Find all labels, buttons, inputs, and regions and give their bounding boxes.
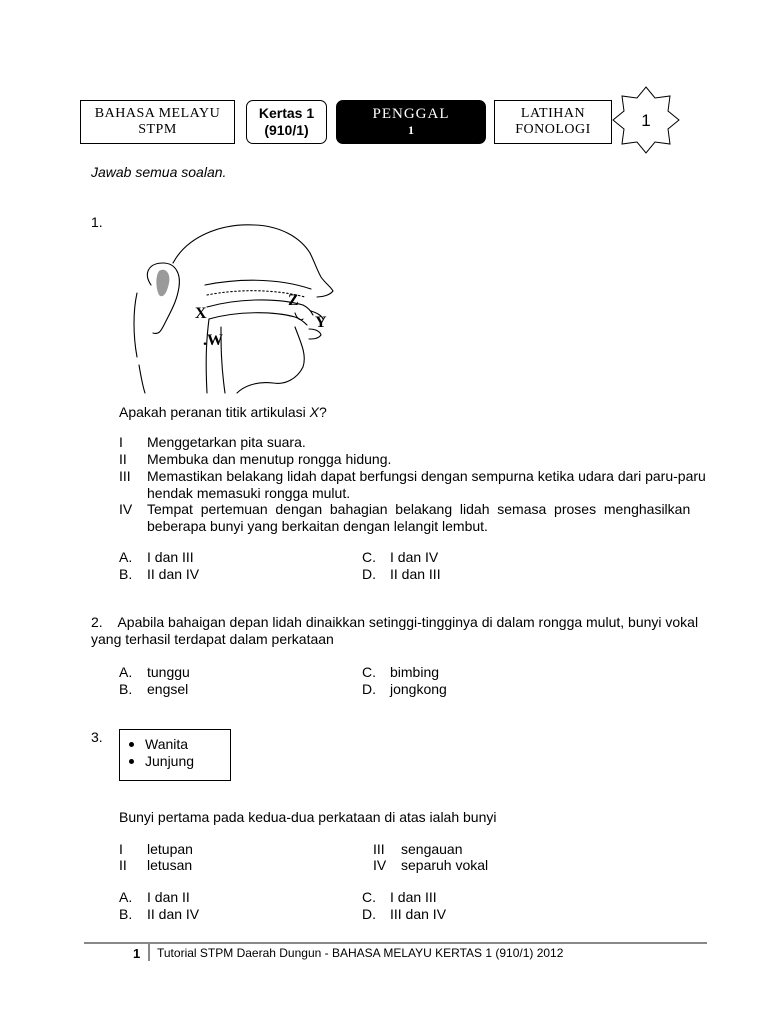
- label-w: .W: [203, 332, 223, 349]
- q1-numeral-1: I: [119, 434, 123, 450]
- page-number: 1: [133, 946, 141, 961]
- q1-number: 1.: [91, 214, 103, 230]
- q1-statement-1: Menggetarkan pita suara.: [147, 434, 306, 450]
- q3-statement-2: letusan: [147, 857, 193, 873]
- q1-option-d-letter[interactable]: D.: [362, 566, 376, 582]
- subject-box: [80, 100, 235, 144]
- q2-text-line1: 2. Apabila bahaigan depan lidah dinaikkan setinggi-tingginya di dalam rongga mulut, bunyi vokal: [91, 614, 699, 630]
- q1-question-text: Apakah peranan titik artikulasi: [119, 404, 310, 420]
- footer-divider: [84, 942, 707, 944]
- subject-line1: BAHASA MELAYU: [94, 106, 221, 121]
- q1-option-d[interactable]: II dan III: [390, 566, 441, 582]
- instruction: Jawab semua soalan.: [91, 164, 227, 180]
- exercise-line1: LATIHAN: [520, 106, 586, 121]
- q3-numeral-2: II: [119, 857, 127, 873]
- q3-option-c-letter[interactable]: C.: [362, 889, 376, 905]
- footer-text: Tutorial STPM Daerah Dungun - BAHASA MELAYU KERTAS 1 (910/1) 2012: [157, 946, 564, 960]
- q1-statement-3a: Memastikan belakang lidah dapat berfungsi dengan sempurna ketika udara dari paru-paru: [147, 468, 706, 484]
- term-line2: 1: [408, 123, 414, 137]
- q3-option-b[interactable]: II dan IV: [147, 906, 200, 922]
- q3-number: 3.: [91, 729, 103, 745]
- q3-numeral-1: I: [119, 841, 123, 857]
- paper-box: [246, 100, 327, 144]
- exercise-box: [494, 100, 612, 144]
- term-line1: PENGGAL: [372, 106, 450, 122]
- head-diagram: [125, 215, 345, 395]
- q2-option-a-letter[interactable]: A.: [119, 664, 133, 680]
- q1-option-c-letter[interactable]: C.: [362, 549, 376, 565]
- q1-option-b[interactable]: II dan IV: [147, 566, 200, 582]
- q1-option-a[interactable]: I dan III: [147, 549, 194, 565]
- q3-statement-4: separuh vokal: [401, 857, 489, 873]
- q1-statement-3b: hendak memasuki rongga mulut.: [147, 485, 351, 501]
- bullet-icon: [129, 759, 134, 764]
- q1-question: [119, 404, 327, 421]
- q1-statement-4a: Tempat pertemuan dengan bahagian belakang lidah semasa proses menghasilkan: [147, 501, 691, 517]
- q2-option-c[interactable]: bimbing: [390, 664, 440, 680]
- bullet-icon: [129, 742, 134, 747]
- q2-option-c-letter[interactable]: C.: [362, 664, 376, 680]
- q1-numeral-4: IV: [119, 501, 133, 517]
- q3-question: Bunyi pertama pada kedua-dua perkataan di atas ialah bunyi: [119, 809, 497, 825]
- q3-option-d[interactable]: III dan IV: [390, 906, 447, 922]
- q3-numeral-3: III: [373, 841, 385, 857]
- q2-option-b-letter[interactable]: B.: [119, 681, 133, 697]
- q3-option-d-letter[interactable]: D.: [362, 906, 376, 922]
- q3-numeral-4: IV: [373, 857, 387, 873]
- q3-word-2: Junjung: [145, 753, 195, 769]
- q3-option-b-letter[interactable]: B.: [119, 906, 133, 922]
- label-x: X: [195, 305, 207, 322]
- term-box: [336, 100, 486, 144]
- q3-option-c[interactable]: I dan III: [390, 889, 437, 905]
- paper-line2: (910/1): [264, 122, 309, 138]
- q1-statement-2: Membuka dan menutup rongga hidung.: [147, 451, 392, 467]
- q1-statement-4b: beberapa bunyi yang berkaitan dengan lelangit lembut.: [147, 518, 488, 534]
- q1-question-end: ?: [319, 404, 327, 420]
- q2-option-b[interactable]: engsel: [147, 681, 189, 697]
- q1-option-a-letter[interactable]: A.: [119, 549, 133, 565]
- q2-option-d[interactable]: jongkong: [390, 681, 447, 697]
- q1-option-b-letter[interactable]: B.: [119, 566, 133, 582]
- q1-numeral-3: III: [119, 468, 131, 484]
- paper-line1: Kertas 1: [258, 105, 315, 121]
- q2-option-d-letter[interactable]: D.: [362, 681, 376, 697]
- label-z: Z: [288, 292, 299, 309]
- star-badge-icon: [612, 86, 680, 154]
- q3-statement-1: letupan: [147, 841, 193, 857]
- footer-separator: [148, 944, 150, 961]
- q3-option-a[interactable]: I dan II: [147, 889, 190, 905]
- q2-option-a[interactable]: tunggu: [147, 664, 190, 680]
- subject-line2: STPM: [138, 122, 177, 137]
- q3-option-a-letter[interactable]: A.: [119, 889, 133, 905]
- badge-number: 1: [641, 111, 651, 130]
- q1-option-c[interactable]: I dan IV: [390, 549, 439, 565]
- q2-text-line2: yang terhasil terdapat dalam perkataan: [91, 631, 334, 647]
- q1-numeral-2: II: [119, 451, 127, 467]
- q3-word-1: Wanita: [145, 736, 189, 752]
- q1-question-var: X: [309, 404, 320, 420]
- label-y: Y: [315, 314, 327, 331]
- q3-statement-3: sengauan: [401, 841, 463, 857]
- exercise-line2: FONOLOGI: [515, 122, 591, 137]
